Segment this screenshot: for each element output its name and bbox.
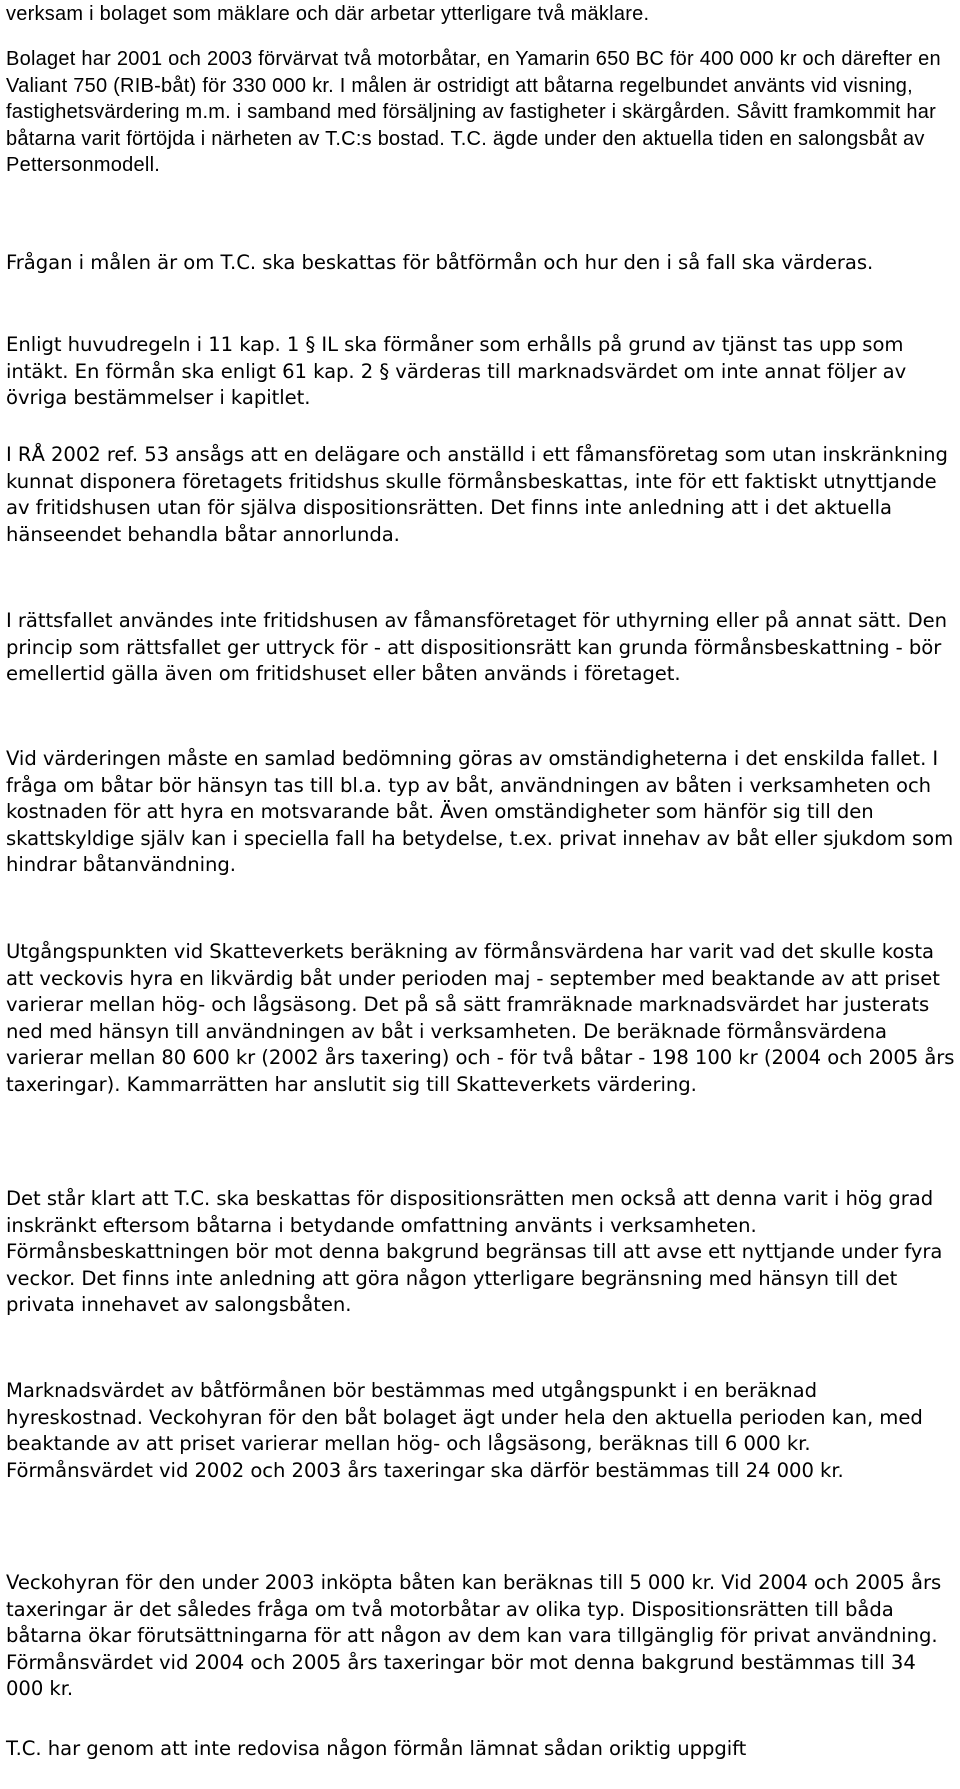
paragraph-9: Det står klart att T.C. ska beskattas för dispositionsrätten men också att denna varit i hög grad inskränkt eftersom båtarna i betydande omfattning använts i verksamheten. Förmånsbeskattningen bör mot denna bakgrund begränsas till att avse ett nyttjande under fyra veckor. Det finns inte anledning att göra någon ytterligare begränsning med hänsyn till det privata innehavet av salongsbåten. [6, 1187, 943, 1317]
paragraph-3: Frågan i målen är om T.C. ska beskattas för båtförmån och hur den i så fall ska värderas. [6, 251, 874, 274]
paragraph-6: I rättsfallet användes inte fritidshusen av fåmansföretaget för uthyrning eller på annat sätt. Den princip som rättsfallet ger uttryck för - att dispositionsrätt kan grunda förmånsbeskattning - bör emellertid gälla även om fritidshuset eller båten används i företaget. [6, 609, 947, 686]
paragraph-2: Bolaget har 2001 och 2003 förvärvat två motorbåtar, en Yamarin 650 BC för 400 000 kr och därefter en Valiant 750 (RIB-båt) för 330 000 kr. I målen är ostridigt att båtarna regelbundet använts vid visning, fastighetsvärdering m.m. i samband med försäljning av fastigheter i skärgården. Såvitt framkommit har båtarna varit förtöjda i närheten av T.C:s bostad. T.C. ägde under den aktuella tiden en salongsbåt av Pettersonmodell. [6, 48, 941, 177]
paragraph-11: Veckohyran för den under 2003 inköpta båten kan beräknas till 5 000 kr. Vid 2004 och 2005 års taxeringar är det således fråga om två motorbåtar av olika typ. Dispositionsrätten till båda båtarna ökar förutsättningarna för att någon av dem kan vara tillgänglig för privat användning. Förmånsvärdet vid 2004 och 2005 års taxeringar bör mot denna bakgrund bestämmas till 34 000 kr. [6, 1571, 942, 1701]
paragraph-8: Utgångspunkten vid Skatteverkets beräkning av förmånsvärdena har varit vad det skulle kosta att veckovis hyra en likvärdig båt under perioden maj - september med beaktande av att priset varierar mellan hög- och lågsäsong. Det på så sätt framräknade marknadsvärdet har justerats ned med hänsyn till användningen av båt i verksamheten. De beräknade förmånsvärdena varierar mellan 80 600 kr (2002 års taxering) och - för två båtar - 198 100 kr (2004 och 2005 års taxeringar). Kammarrätten har anslutit sig till Skatteverkets värdering. [6, 940, 955, 1096]
paragraph-12: T.C. har genom att inte redovisa någon förmån lämnat sådan oriktig uppgift [6, 1737, 747, 1760]
paragraph-10: Marknadsvärdet av båtförmånen bör bestämmas med utgångspunkt i en beräknad hyreskostnad. Veckohyran för den båt bolaget ägt under hela den aktuella perioden kan, med beaktande av att priset varierar mellan hög- och lågsäsong, beräknas till 6 000 kr. Förmånsvärdet vid 2002 och 2003 års taxeringar ska därför bestämmas till 24 000 kr. [6, 1379, 923, 1482]
paragraph-7: Vid värderingen måste en samlad bedömning göras av omständigheterna i det enskilda fallet. I fråga om båtar bör hänsyn tas till bl.a. typ av båt, användningen av båten i verksamheten och kostnaden för att hyra en motsvarande båt. Även omständigheter som hänför sig till den skattskyldige själv kan i speciella fall ha betydelse, t.ex. privat innehav av båt eller sjukdom som hindrar båtanvändning. [6, 747, 954, 877]
paragraph-5: I RÅ 2002 ref. 53 ansågs att en delägare och anställd i ett fåmansföretag som utan inskränkning kunnat disponera företagets fritidshus skulle förmånsbeskattas, inte för ett faktiskt utnyttjande av fritidshusen utan för själva dispositionsrätten. Det finns inte anledning att i det aktuella hänseendet behandla båtar annorlunda. [6, 443, 948, 546]
paragraph-4: Enligt huvudregeln i 11 kap. 1 § IL ska förmåner som erhålls på grund av tjänst tas upp som intäkt. En förmån ska enligt 61 kap. 2 § värderas till marknadsvärdet om inte annat följer av övriga bestämmelser i kapitlet. [6, 333, 907, 410]
paragraph-1: verksam i bolaget som mäklare och där arbetar ytterligare två mäklare. [6, 3, 650, 25]
